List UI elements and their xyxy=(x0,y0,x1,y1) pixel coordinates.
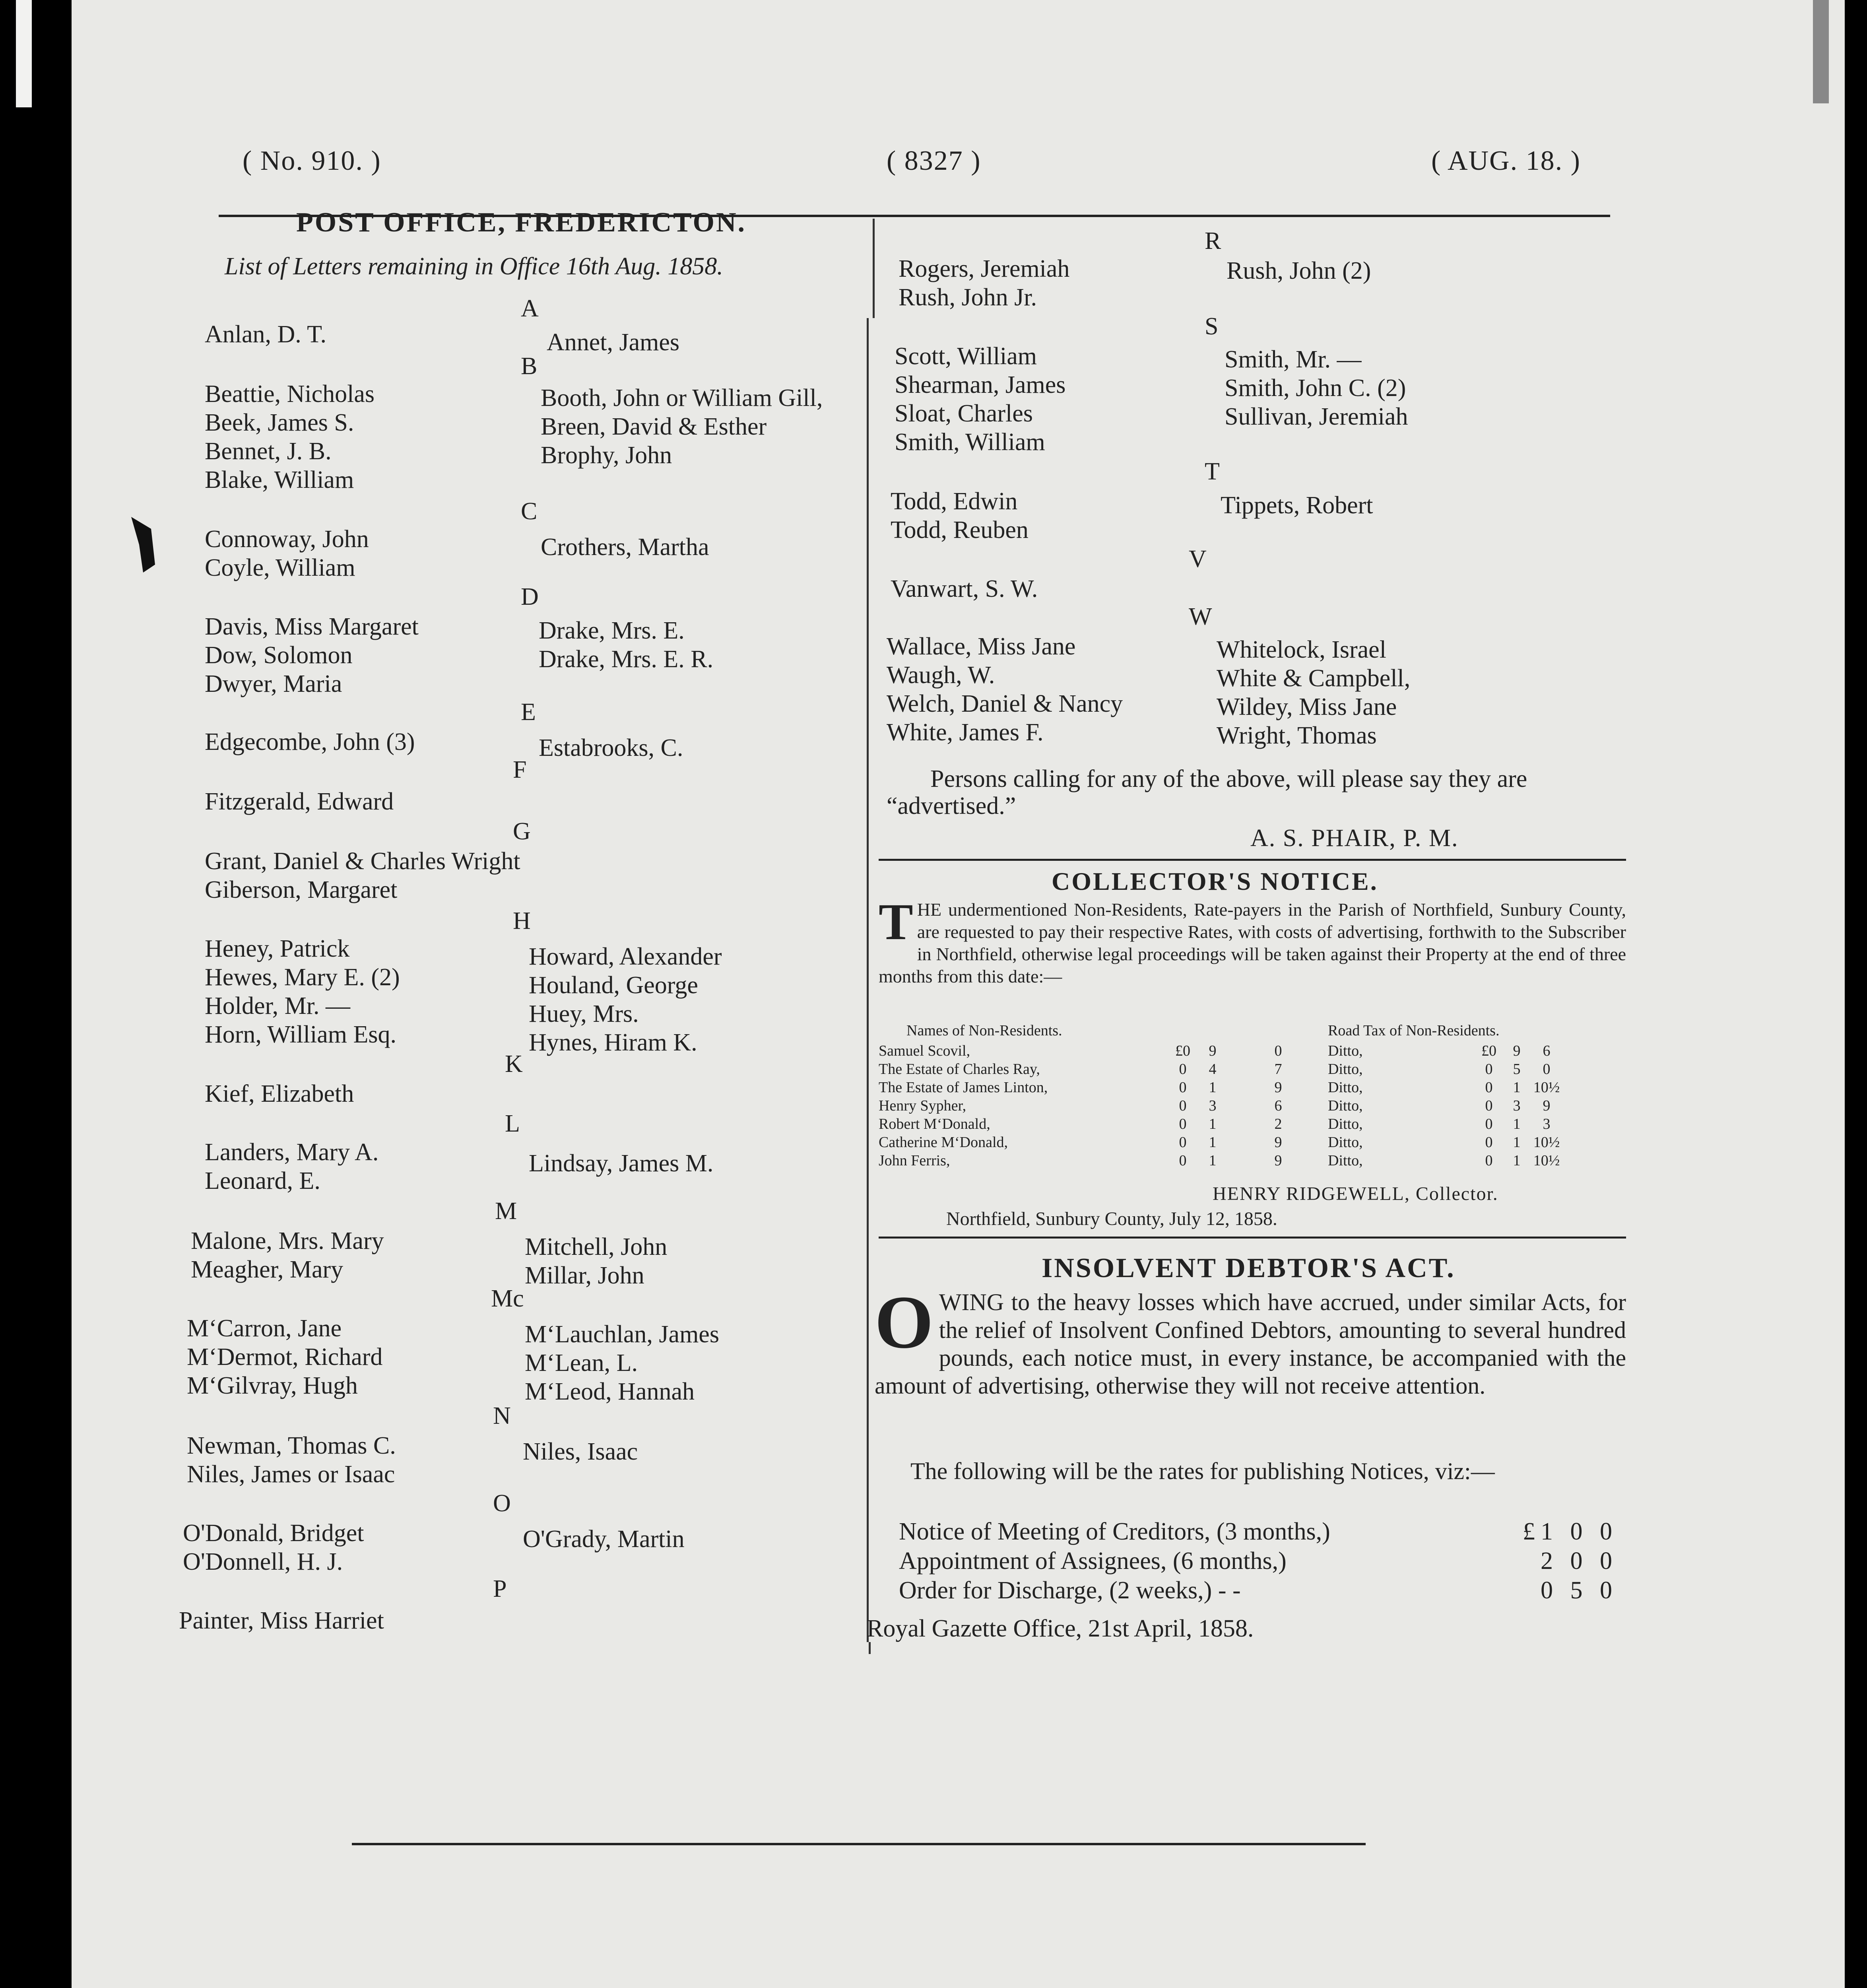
section-letter: G xyxy=(513,818,531,845)
collector-cell: Catherine M‘Donald, xyxy=(879,1134,1008,1151)
letter-entry: Brophy, John xyxy=(541,442,672,469)
letter-entry: Wildey, Miss Jane xyxy=(1217,693,1397,720)
letter-entry: Beattie, Nicholas xyxy=(205,381,375,408)
collector-cell: 4 xyxy=(1209,1061,1217,1077)
scan-edge-mark xyxy=(16,0,32,107)
collector-cell: 1 xyxy=(1209,1152,1217,1169)
column-rule-bottom xyxy=(869,1642,871,1654)
section-letter: N xyxy=(493,1402,511,1429)
insolvent-rates xyxy=(899,1517,1618,1605)
letter-entry: Todd, Reuben xyxy=(891,516,1029,544)
collector-row xyxy=(879,1042,1562,1060)
letter-entry: Estabrooks, C. xyxy=(539,734,683,761)
rate-row xyxy=(899,1546,1618,1576)
collector-cell: 0 xyxy=(1485,1061,1493,1077)
collector-cell: 0 xyxy=(1179,1116,1187,1132)
letter-entry: Houland, George xyxy=(529,972,698,999)
rate-row xyxy=(899,1576,1618,1605)
collector-cell: £0 xyxy=(1175,1043,1190,1059)
section-letter: C xyxy=(521,498,538,525)
collector-cell: 0 xyxy=(1179,1097,1187,1114)
letter-entry: O'Donald, Bridget xyxy=(183,1520,364,1547)
section-rule xyxy=(879,1237,1626,1239)
section-letter: V xyxy=(1189,546,1207,573)
letter-entry: Heney, Patrick xyxy=(205,935,350,962)
collector-cell: 1 xyxy=(1209,1134,1217,1151)
collector-cell: 2 xyxy=(1274,1116,1282,1132)
collector-cell: 0 xyxy=(1543,1061,1551,1077)
letter-entry: M‘Carron, Jane xyxy=(187,1315,342,1342)
letter-entry: Smith, John C. (2) xyxy=(1225,375,1406,402)
letter-entry: Niles, James or Isaac xyxy=(187,1461,395,1488)
letter-entry: Annet, James xyxy=(547,329,680,356)
letter-entry: Painter, Miss Harriet xyxy=(179,1607,384,1634)
collector-col-names: Names of Non-Residents. xyxy=(906,1022,1062,1039)
section-letter: W xyxy=(1189,603,1212,630)
collector-cell: 0 xyxy=(1179,1079,1187,1096)
collector-cell: £0 xyxy=(1481,1043,1496,1059)
letter-entry: Vanwart, S. W. xyxy=(891,575,1038,602)
section-letter: K xyxy=(505,1050,523,1077)
letter-entry: Welch, Daniel & Nancy xyxy=(887,690,1123,717)
collector-cell: The Estate of James Linton, xyxy=(879,1079,1048,1096)
scan-edge-mark xyxy=(1813,0,1829,103)
post-office-subtitle: List of Letters remaining in Office 16th Aug. 1858. xyxy=(225,253,723,280)
collector-cell: Henry Sypher, xyxy=(879,1097,966,1114)
margin-blot xyxy=(127,509,167,577)
insolvent-body xyxy=(875,1281,1626,1400)
collector-cell: 3 xyxy=(1513,1097,1521,1114)
letter-entry: Millar, John xyxy=(525,1262,644,1289)
section-letter: Mc xyxy=(491,1285,524,1312)
letter-entry: Newman, Thomas C. xyxy=(187,1432,396,1459)
collector-cell: 6 xyxy=(1543,1043,1551,1059)
letter-entry: O'Donnell, H. J. xyxy=(183,1548,343,1575)
collector-table xyxy=(879,1042,1562,1170)
letter-entry: White, James F. xyxy=(887,719,1044,746)
collector-cell: 9 xyxy=(1274,1134,1282,1151)
collector-cell: Robert M‘Donald, xyxy=(879,1116,990,1132)
letter-entry: Blake, William xyxy=(205,466,354,493)
collector-cell: 0 xyxy=(1485,1079,1493,1096)
insolvent-dateline: Royal Gazette Office, 21st April, 1858. xyxy=(867,1615,1254,1642)
letter-entry: M‘Lauchlan, James xyxy=(525,1321,719,1348)
collector-cell: John Ferris, xyxy=(879,1152,950,1169)
letter-entry: Todd, Edwin xyxy=(891,488,1018,515)
letter-entry: Rogers, Jeremiah xyxy=(899,255,1070,282)
section-letter: E xyxy=(521,699,536,726)
collector-cell: Ditto, xyxy=(1328,1079,1363,1096)
collector-row xyxy=(879,1078,1562,1097)
collector-cell: 0 xyxy=(1485,1116,1493,1132)
letter-entry: White & Campbell, xyxy=(1217,665,1411,692)
collector-cell: 10½ xyxy=(1533,1134,1560,1151)
collector-cell: Ditto, xyxy=(1328,1134,1363,1151)
collector-row xyxy=(879,1133,1562,1151)
section-letter: A xyxy=(521,295,539,322)
collector-cell: 9 xyxy=(1513,1043,1521,1059)
issue-number: ( No. 910. ) xyxy=(243,146,381,176)
letter-entry: Rush, John (2) xyxy=(1227,257,1371,284)
letter-entry: Smith, Mr. — xyxy=(1225,346,1362,373)
letter-entry: Huey, Mrs. xyxy=(529,1000,639,1027)
collector-cell: 7 xyxy=(1274,1061,1282,1077)
collector-row xyxy=(879,1097,1562,1115)
collector-cell: 0 xyxy=(1485,1134,1493,1151)
section-letter: S xyxy=(1205,313,1219,340)
letter-entry: Rush, John Jr. xyxy=(899,284,1037,311)
letter-entry: Niles, Isaac xyxy=(523,1438,638,1465)
collector-body xyxy=(879,893,1626,988)
letter-entry: M‘Lean, L. xyxy=(525,1349,638,1376)
column-rule-top xyxy=(873,219,875,318)
letter-entry: Hynes, Hiram K. xyxy=(529,1029,697,1056)
letter-entry: Malone, Mrs. Mary xyxy=(191,1227,384,1254)
letter-entry: Whitelock, Israel xyxy=(1217,636,1386,663)
letter-entry: Kief, Elizabeth xyxy=(205,1080,354,1107)
collector-cell: Ditto, xyxy=(1328,1043,1363,1059)
letter-entry: Davis, Miss Margaret xyxy=(205,613,419,640)
gazette-page xyxy=(72,0,1845,1988)
letter-entry: Crothers, Martha xyxy=(541,534,709,561)
section-letter: T xyxy=(1205,458,1220,485)
letter-entry: Fitzgerald, Edward xyxy=(205,788,394,815)
letter-entry: Giberson, Margaret xyxy=(205,876,398,903)
post-office-title: POST OFFICE, FREDERICTON. xyxy=(296,207,747,238)
letter-entry: Horn, William Esq. xyxy=(205,1021,396,1048)
section-letter: M xyxy=(495,1198,517,1225)
letter-entry: M‘Gilvray, Hugh xyxy=(187,1372,358,1399)
letter-entry: Sullivan, Jeremiah xyxy=(1225,403,1408,430)
section-letter: F xyxy=(513,756,527,783)
section-letter: H xyxy=(513,907,531,934)
collector-row xyxy=(879,1115,1562,1133)
letter-entry: Landers, Mary A. xyxy=(205,1139,379,1166)
section-letter: R xyxy=(1205,227,1221,254)
rate-label: Order for Discharge, (2 weeks,) - - xyxy=(899,1577,1241,1604)
letter-entry: Edgecombe, John (3) xyxy=(205,728,415,755)
collector-cell: 1 xyxy=(1513,1116,1521,1132)
collector-cell: Ditto, xyxy=(1328,1152,1363,1169)
letter-entry: Drake, Mrs. E. xyxy=(539,617,685,644)
collector-cell: 9 xyxy=(1209,1043,1217,1059)
collector-cell: 0 xyxy=(1274,1043,1282,1059)
letter-entry: Beek, James S. xyxy=(205,409,354,436)
letter-entry: Anlan, D. T. xyxy=(205,321,326,348)
collector-cell: 10½ xyxy=(1533,1079,1560,1096)
letter-entry: M‘Dermot, Richard xyxy=(187,1343,383,1371)
collector-cell: 1 xyxy=(1513,1079,1521,1096)
insolvent-body-text: WING to the heavy losses which have accrued, under similar Acts, for the relief of Insolvent Confined Debtors, amounting to several hundred pounds, each notice must, in every instance, be accompanied with the amount of advertising, otherwise they will not receive attention. xyxy=(875,1289,1626,1399)
collector-cell: Ditto, xyxy=(1328,1116,1363,1132)
section-letter: D xyxy=(521,583,539,610)
letter-entry: Wallace, Miss Jane xyxy=(887,633,1076,660)
collector-cell: 9 xyxy=(1543,1097,1551,1114)
letter-entry: Sloat, Charles xyxy=(895,400,1033,427)
collector-cell: Ditto, xyxy=(1328,1097,1363,1114)
letter-entry: Holder, Mr. — xyxy=(205,992,351,1019)
collector-cell: Ditto, xyxy=(1328,1061,1363,1077)
section-letter: O xyxy=(493,1490,511,1517)
letter-entry: Waugh, W. xyxy=(887,662,995,689)
letter-entry: M‘Leod, Hannah xyxy=(525,1378,695,1405)
letter-entry: Coyle, William xyxy=(205,554,355,581)
letter-entry: Howard, Alexander xyxy=(529,943,722,970)
collector-cell: 0 xyxy=(1485,1152,1493,1169)
letter-entry: Hewes, Mary E. (2) xyxy=(205,964,400,991)
collector-dateline: Northfield, Sunbury County, July 12, 1858. xyxy=(946,1208,1277,1229)
collector-cell: 1 xyxy=(1513,1152,1521,1169)
letter-entry: Connoway, John xyxy=(205,526,369,553)
collector-cell: 9 xyxy=(1274,1079,1282,1096)
collector-col-tax: Road Tax of Non-Residents. xyxy=(1328,1022,1500,1039)
collector-cell: 3 xyxy=(1543,1116,1551,1132)
letter-entry: Leonard, E. xyxy=(205,1167,320,1194)
rate-amount: 2 0 0 xyxy=(1541,1547,1618,1574)
letter-entry: Smith, William xyxy=(895,429,1045,456)
letter-entry: Scott, William xyxy=(895,343,1037,370)
insolvent-rates-intro: The following will be the rates for publishing Notices, viz:— xyxy=(910,1458,1495,1484)
post-office-footnote: Persons calling for any of the above, will please say they are “advertised.” xyxy=(887,765,1527,819)
letter-entry: Meagher, Mary xyxy=(191,1256,344,1283)
collector-cell: 0 xyxy=(1485,1097,1493,1114)
collector-cell: 0 xyxy=(1179,1061,1187,1077)
letter-entry: Shearman, James xyxy=(895,371,1066,398)
letter-entry: Booth, John or William Gill, xyxy=(541,384,823,412)
collector-body-text: HE undermentioned Non-Residents, Rate-payers in the Parish of Northfield, Sunbury County, are requested to pay their respective Rates, with costs of advertising, forthwith to the Subscriber in Northfield, otherwise legal proceedings will be taken against their Property at the end of three months from this date:— xyxy=(879,899,1626,986)
collector-cell: 10½ xyxy=(1533,1152,1560,1169)
letter-entry: Dow, Solomon xyxy=(205,642,353,669)
section-letter: B xyxy=(521,353,538,380)
collector-cell: The Estate of Charles Ray, xyxy=(879,1061,1040,1077)
rate-row xyxy=(899,1517,1618,1546)
page-number: ( 8327 ) xyxy=(887,146,981,176)
collector-cell: 1 xyxy=(1209,1116,1217,1132)
section-letter: P xyxy=(493,1575,507,1602)
collector-signature: HENRY RIDGEWELL, Collector. xyxy=(1213,1183,1498,1204)
letter-entry: O'Grady, Martin xyxy=(523,1526,685,1553)
collector-cell: 3 xyxy=(1209,1097,1217,1114)
section-rule xyxy=(879,859,1626,861)
collector-cell: 1 xyxy=(1209,1079,1217,1096)
postmaster-signature: A. S. PHAIR, P. M. xyxy=(1250,825,1459,852)
collector-cell: Samuel Scovil, xyxy=(879,1043,970,1059)
rate-label: Appointment of Assignees, (6 months,) xyxy=(899,1547,1287,1574)
collector-title: COLLECTOR'S NOTICE. xyxy=(1052,867,1378,895)
rate-amount: £1 0 0 xyxy=(1523,1518,1618,1545)
letter-entry: Mitchell, John xyxy=(525,1233,668,1260)
bottom-rule xyxy=(352,1843,1366,1845)
letter-entry: Tippets, Robert xyxy=(1221,492,1373,519)
column-rule xyxy=(867,318,869,1642)
collector-cell: 9 xyxy=(1274,1152,1282,1169)
collector-dropcap: T xyxy=(879,893,913,951)
rate-label: Notice of Meeting of Creditors, (3 months,) xyxy=(899,1518,1330,1545)
letter-entry: Dwyer, Maria xyxy=(205,670,342,697)
collector-cell: 5 xyxy=(1513,1061,1521,1077)
collector-cell: 6 xyxy=(1274,1097,1282,1114)
letter-entry: Grant, Daniel & Charles Wright xyxy=(205,848,520,875)
letter-entry: Wright, Thomas xyxy=(1217,722,1377,749)
collector-cell: 0 xyxy=(1179,1152,1187,1169)
letter-entry: Drake, Mrs. E. R. xyxy=(539,646,714,673)
letter-entry: Breen, David & Esther xyxy=(541,413,767,440)
insolvent-dropcap: O xyxy=(875,1281,934,1364)
rate-amount: 0 5 0 xyxy=(1541,1577,1618,1604)
section-letter: L xyxy=(505,1110,520,1137)
page-header xyxy=(243,145,1610,185)
collector-cell: 1 xyxy=(1513,1134,1521,1151)
insolvent-title: INSOLVENT DEBTOR'S ACT. xyxy=(1042,1253,1456,1283)
collector-cell: 0 xyxy=(1179,1134,1187,1151)
collector-row xyxy=(879,1151,1562,1170)
collector-row xyxy=(879,1060,1562,1078)
letter-entry: Bennet, J. B. xyxy=(205,438,332,465)
issue-date: ( AUG. 18. ) xyxy=(1431,146,1581,176)
letter-entry: Lindsay, James M. xyxy=(529,1150,714,1177)
